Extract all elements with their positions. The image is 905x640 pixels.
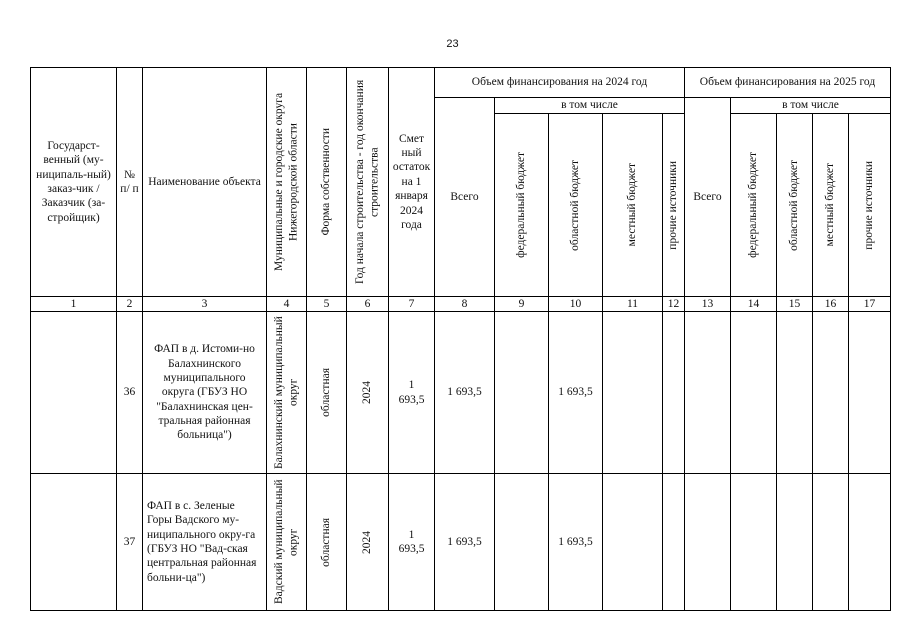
federal-2025 bbox=[730, 473, 777, 611]
years: 2024 bbox=[361, 530, 374, 554]
column-number: 5 bbox=[306, 296, 347, 312]
other-2025 bbox=[848, 473, 891, 611]
column-number: 9 bbox=[494, 296, 549, 312]
column-number: 17 bbox=[848, 296, 891, 312]
other-2024 bbox=[662, 311, 685, 474]
federal-2025 bbox=[730, 311, 777, 474]
total-2025 bbox=[684, 473, 731, 611]
federal-2024 bbox=[494, 473, 549, 611]
header-local-2024: местный бюджет bbox=[626, 163, 639, 247]
column-number: 4 bbox=[266, 296, 307, 312]
total-2024: 1 693,5 bbox=[434, 311, 495, 474]
column-number: 15 bbox=[776, 296, 813, 312]
municipality: Балахнинский муниципальный округ bbox=[273, 316, 300, 469]
estimated-balance: 1 693,5 bbox=[388, 311, 435, 474]
header-federal-2025: федеральный бюджет bbox=[747, 152, 760, 258]
column-number: 7 bbox=[388, 296, 435, 312]
header-ownership: Форма собственности bbox=[320, 128, 333, 236]
header-estimated-balance: Смет ный остаток на 1 января 2024 года bbox=[388, 67, 435, 297]
regional-2025 bbox=[776, 473, 813, 611]
municipality: Вадский муниципальный округ bbox=[273, 479, 300, 605]
header-finance-2024: Объем финансирования на 2024 год bbox=[434, 67, 685, 98]
column-number: 6 bbox=[346, 296, 389, 312]
header-regional-2024-cell bbox=[548, 113, 603, 297]
column-number: 10 bbox=[548, 296, 603, 312]
header-other-2025-cell bbox=[848, 113, 891, 297]
header-object-name: Наименование объекта bbox=[142, 67, 267, 297]
header-total-2024: Всего bbox=[434, 97, 495, 297]
local-2024 bbox=[602, 473, 663, 611]
header-num: № п/ п bbox=[116, 67, 143, 297]
financing-table bbox=[30, 67, 891, 640]
row-number: 36 bbox=[116, 311, 143, 474]
ownership-cell bbox=[306, 311, 347, 474]
object-name: ФАП в с. Зеленые Горы Вадского му-ниципального окру-га (ГБУЗ НО "Вад-ская центральная районная больни-ца") bbox=[142, 473, 267, 611]
header-finance-2025: Объем финансирования на 2025 год bbox=[684, 67, 891, 98]
column-number: 14 bbox=[730, 296, 777, 312]
column-number: 16 bbox=[812, 296, 849, 312]
column-number: 3 bbox=[142, 296, 267, 312]
header-regional-2025: областной бюджет bbox=[788, 159, 801, 251]
municipality-cell bbox=[266, 311, 307, 474]
customer-cell bbox=[30, 311, 117, 474]
header-local-2025-cell bbox=[812, 113, 849, 297]
other-2025 bbox=[848, 311, 891, 474]
column-number: 8 bbox=[434, 296, 495, 312]
column-number: 11 bbox=[602, 296, 663, 312]
header-including-2024: в том числе bbox=[494, 97, 685, 114]
total-2025 bbox=[684, 311, 731, 474]
local-2025 bbox=[812, 473, 849, 611]
ownership-cell bbox=[306, 473, 347, 611]
federal-2024 bbox=[494, 311, 549, 474]
column-number: 12 bbox=[662, 296, 685, 312]
regional-2024: 1 693,5 bbox=[548, 473, 603, 611]
header-local-2025: местный бюджет bbox=[824, 163, 837, 247]
header-ownership-cell bbox=[306, 67, 347, 297]
header-regional-2024: областной бюджет bbox=[569, 159, 582, 251]
header-federal-2024: федеральный бюджет bbox=[515, 152, 528, 258]
total-2024: 1 693,5 bbox=[434, 473, 495, 611]
header-years-cell bbox=[346, 67, 389, 297]
years-cell bbox=[346, 311, 389, 474]
estimated-balance: 1 693,5 bbox=[388, 473, 435, 611]
customer-cell bbox=[30, 473, 117, 611]
header-customer: Государст-венный (му-ниципаль-ный) заказ-чик / Заказчик (за-стройщик) bbox=[30, 67, 117, 297]
header-federal-2024-cell bbox=[494, 113, 549, 297]
header-municipality: Муниципальные и городские округа Нижегородской области bbox=[273, 92, 300, 272]
column-number: 13 bbox=[684, 296, 731, 312]
header-regional-2025-cell bbox=[776, 113, 813, 297]
local-2024 bbox=[602, 311, 663, 474]
years: 2024 bbox=[361, 381, 374, 404]
object-name: ФАП в д. Истоми-но Балахнинского муниципального округа (ГБУЗ НО "Балахнинская цен-тральная районная больница") bbox=[142, 311, 267, 474]
other-2024 bbox=[662, 473, 685, 611]
header-including-2025: в том числе bbox=[730, 97, 891, 114]
column-number: 1 bbox=[30, 296, 117, 312]
header-local-2024-cell bbox=[602, 113, 663, 297]
regional-2025 bbox=[776, 311, 813, 474]
column-number: 2 bbox=[116, 296, 143, 312]
header-total-2025: Всего bbox=[684, 97, 731, 297]
local-2025 bbox=[812, 311, 849, 474]
header-years: Год начала строительства - год окончания строительства bbox=[354, 79, 381, 285]
header-municipality-cell bbox=[266, 67, 307, 297]
ownership: областная bbox=[320, 368, 333, 417]
ownership: областная bbox=[320, 517, 333, 567]
page-number: 23 bbox=[446, 38, 459, 50]
regional-2024: 1 693,5 bbox=[548, 311, 603, 474]
header-federal-2025-cell bbox=[730, 113, 777, 297]
row-number: 37 bbox=[116, 473, 143, 611]
header-other-2024: прочие источники bbox=[667, 160, 680, 250]
years-cell bbox=[346, 473, 389, 611]
header-other-2024-cell bbox=[662, 113, 685, 297]
municipality-cell bbox=[266, 473, 307, 611]
header-other-2025: прочие источники bbox=[863, 160, 876, 250]
